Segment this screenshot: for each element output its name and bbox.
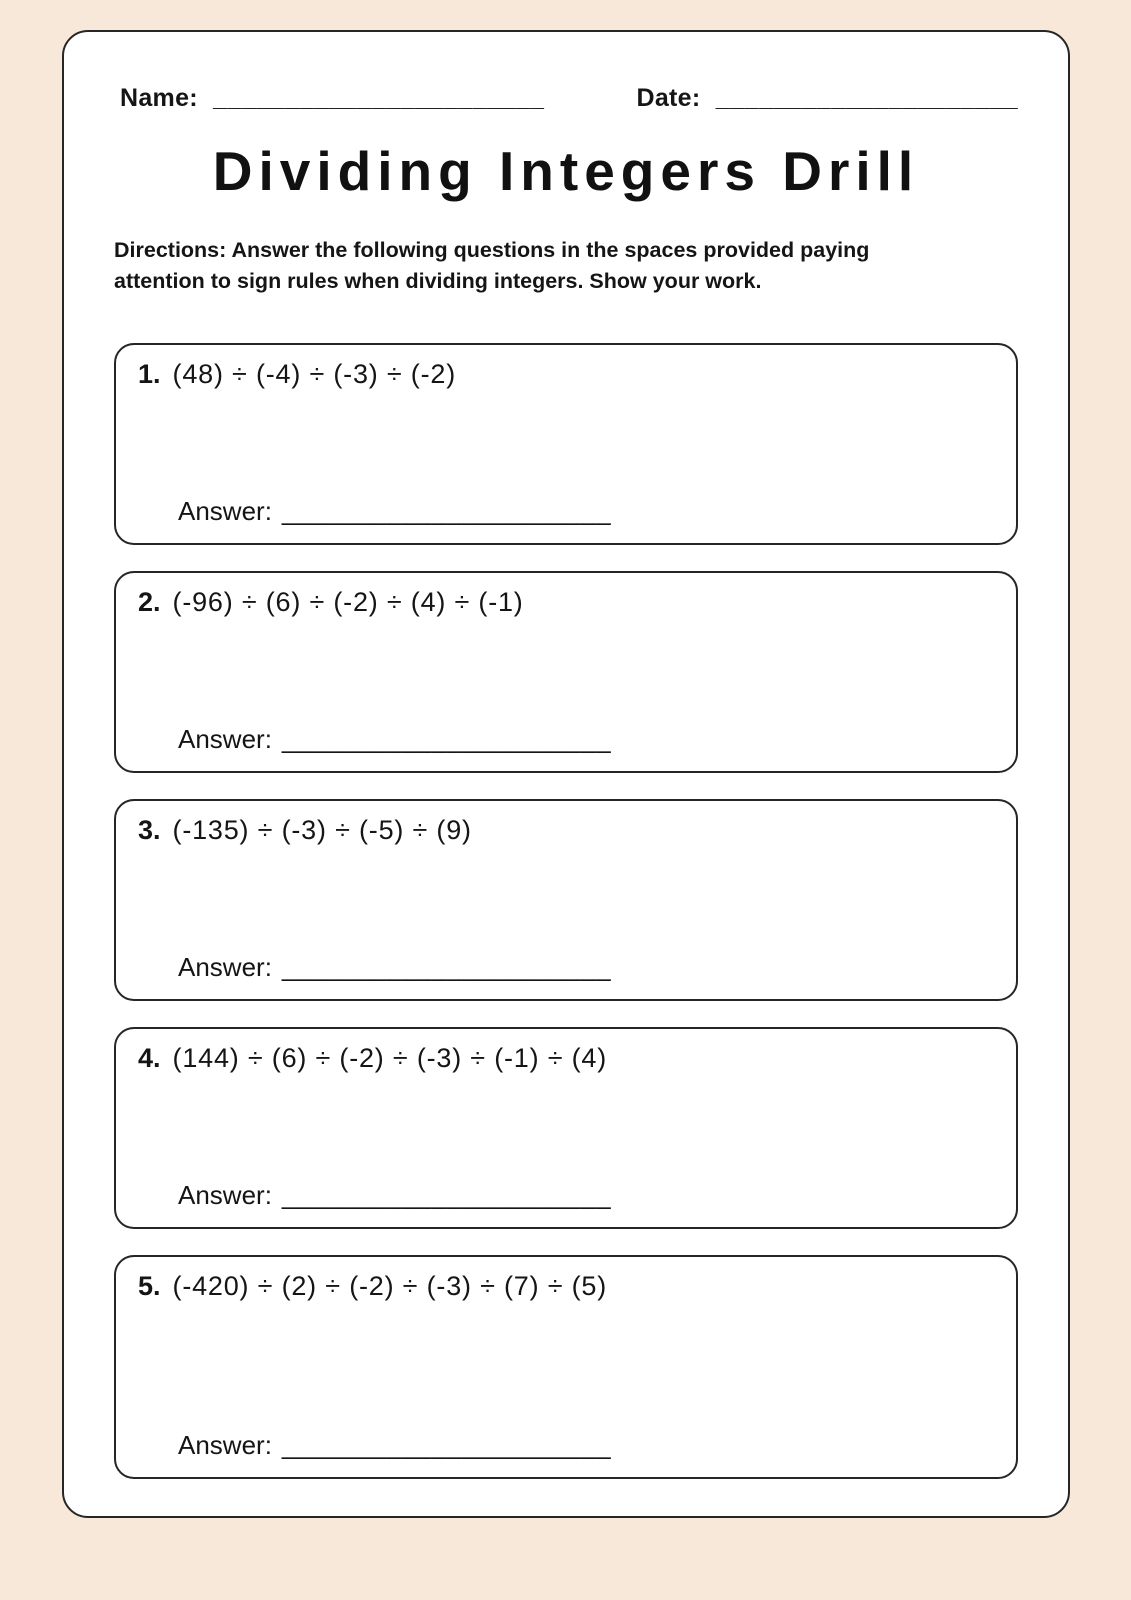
worksheet-card [62, 30, 1070, 1518]
answer-label: Answer: [178, 1180, 272, 1211]
answer-blank-line[interactable]: ______________________ [281, 724, 612, 755]
problems-list [64, 343, 1068, 1479]
directions-line-1: Directions: Answer the following questions in the spaces provided paying [114, 238, 870, 262]
name-blank-line[interactable]: _______________________ [213, 84, 545, 112]
answer-row [178, 1430, 611, 1461]
answer-blank-line[interactable]: ______________________ [281, 1430, 612, 1461]
problem-expression: (-135) ÷ (-3) ÷ (-5) ÷ (9) [172, 815, 472, 846]
name-field [120, 84, 544, 113]
answer-blank-line[interactable]: ______________________ [281, 952, 612, 983]
page-title: Dividing Integers Drill [212, 140, 920, 202]
answer-label: Answer: [178, 724, 272, 755]
problem-expression: (-420) ÷ (2) ÷ (-2) ÷ (-3) ÷ (7) ÷ (5) [172, 1271, 608, 1302]
problem-statement [116, 345, 1016, 390]
problem-expression: (144) ÷ (6) ÷ (-2) ÷ (-3) ÷ (-1) ÷ (4) [172, 1043, 608, 1074]
name-label: Name: [120, 84, 198, 112]
problem-number: 3. [138, 815, 161, 846]
problem-statement [116, 1029, 1016, 1074]
answer-label: Answer: [178, 496, 272, 527]
problem-expression: (-96) ÷ (6) ÷ (-2) ÷ (4) ÷ (-1) [172, 587, 524, 618]
problem-expression: (48) ÷ (-4) ÷ (-3) ÷ (-2) [172, 359, 456, 390]
problem-number: 4. [138, 1043, 161, 1074]
problem-box-1 [114, 343, 1018, 545]
date-blank-line[interactable]: _____________________ [715, 84, 1019, 112]
answer-row [178, 952, 611, 983]
answer-label: Answer: [178, 1430, 272, 1461]
problem-number: 1. [138, 359, 161, 390]
problem-statement [116, 801, 1016, 846]
date-field [636, 84, 1018, 113]
problem-statement [116, 1257, 1016, 1302]
problem-box-3 [114, 799, 1018, 1001]
problem-statement [116, 573, 1016, 618]
header-row [64, 32, 1068, 113]
date-label: Date: [636, 84, 701, 112]
answer-row [178, 724, 611, 755]
answer-blank-line[interactable]: ______________________ [281, 496, 612, 527]
problem-box-4 [114, 1027, 1018, 1229]
problem-number: 5. [138, 1271, 161, 1302]
problem-box-5 [114, 1255, 1018, 1479]
answer-row [178, 496, 611, 527]
answer-row [178, 1180, 611, 1211]
answer-label: Answer: [178, 952, 272, 983]
directions-text [114, 235, 1012, 297]
problem-box-2 [114, 571, 1018, 773]
problem-number: 2. [138, 587, 161, 618]
answer-blank-line[interactable]: ______________________ [281, 1180, 612, 1211]
directions-line-2: attention to sign rules when dividing integers. Show your work. [114, 269, 762, 294]
